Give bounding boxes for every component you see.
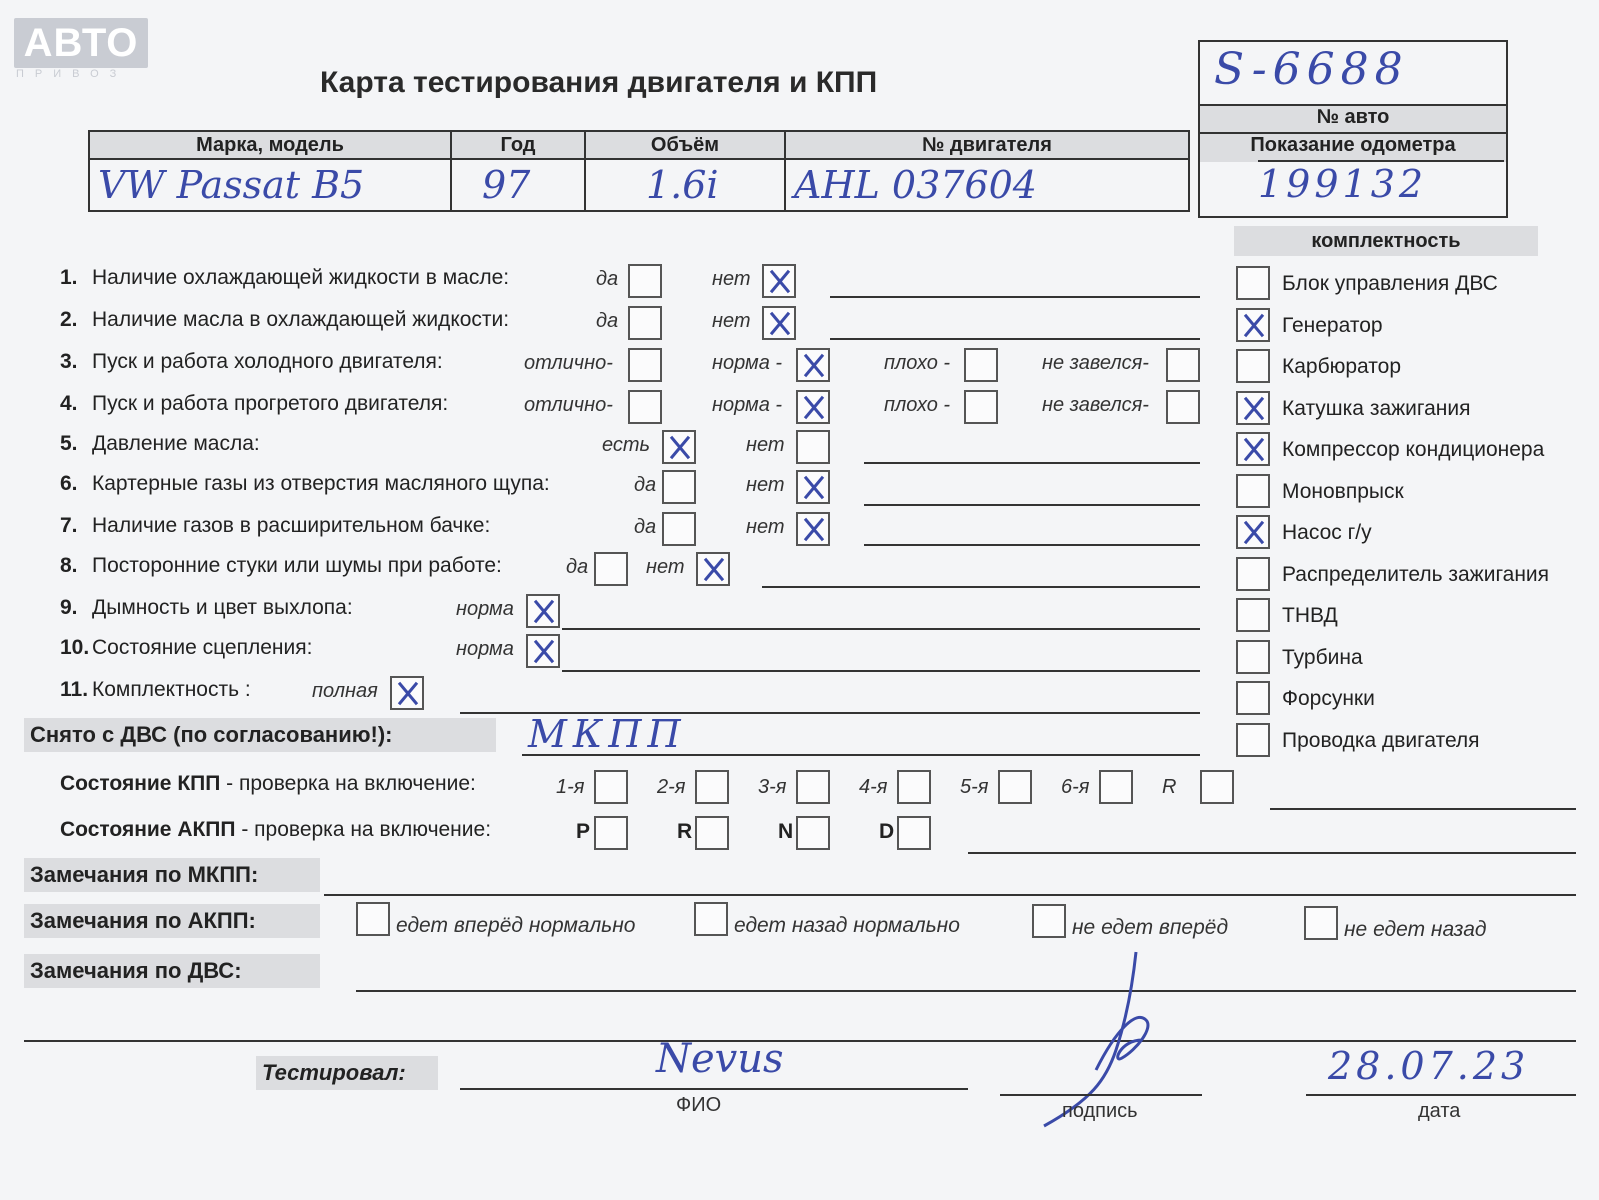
check-6-yes-checkbox[interactable] [662, 470, 696, 504]
akpp-no-forward-label: не едет вперёд [1072, 916, 1229, 939]
kit-item-checkbox[interactable] [1236, 723, 1270, 757]
check-2-yes-checkbox[interactable] [628, 306, 662, 340]
note-line [562, 670, 1200, 672]
car-plate-value: S-6688 [1214, 44, 1409, 95]
kpp-gear-checkbox[interactable] [1099, 770, 1133, 804]
kit-item-label: Генератор [1282, 313, 1383, 337]
kpp-label: Состояние КПП - проверка на включение: [60, 772, 476, 795]
odometer-label: Показание одометра [1200, 132, 1506, 162]
check-8-no-checkbox[interactable] [696, 552, 730, 586]
opt-no-start: не завелся- [1042, 394, 1149, 416]
tested-by-label: Тестировал: [256, 1056, 438, 1090]
check-row-7: 7. Наличие газов в расширительном бачке: [60, 514, 491, 537]
date-line [1306, 1094, 1576, 1096]
fio-line [460, 1088, 968, 1090]
kit-item-label: Карбюратор [1282, 355, 1402, 378]
kit-item-label: Катушка зажигания [1282, 396, 1471, 420]
kit-item-checkbox[interactable] [1236, 681, 1270, 715]
note-line [762, 586, 1200, 588]
dvs-notes-line-2 [24, 1040, 1576, 1042]
kpp-gear-label: R [1162, 776, 1177, 798]
check-7-no-checkbox[interactable] [796, 512, 830, 546]
opt-complete: полная [312, 680, 378, 702]
opt-no: нет [646, 556, 685, 578]
check-row-8: 8. Посторонние стуки или шумы при работе: [60, 554, 502, 577]
akpp-mode-label: N [778, 820, 794, 843]
check-3-normal-checkbox[interactable] [796, 348, 830, 382]
kpp-gear-label: 1-я [556, 776, 585, 798]
check-4-nostart-checkbox[interactable] [1166, 390, 1200, 424]
akpp-mode-checkbox[interactable] [796, 816, 830, 850]
kit-title: комплектность [1234, 226, 1538, 256]
check-4-excellent-checkbox[interactable] [628, 390, 662, 424]
kit-item-label: Блок управления ДВС [1282, 272, 1498, 295]
avtoprivoz-logo: АВТО [14, 18, 148, 68]
akpp-label: Состояние АКПП - проверка на включение: [60, 818, 492, 841]
check-1-yes-checkbox[interactable] [628, 264, 662, 298]
tester-name: Nevus [656, 1036, 784, 1082]
akpp-forward-ok-label: едет вперёд нормально [396, 914, 636, 937]
opt-excellent: отлично- [524, 352, 613, 374]
kpp-gear-label: 2-я [657, 776, 686, 798]
opt-no: нет [712, 310, 751, 332]
kit-item-label: Моновпрыск [1282, 479, 1404, 503]
kit-item-checkbox[interactable] [1236, 474, 1270, 508]
akpp-no-reverse-label: не едет назад [1344, 918, 1487, 941]
akpp-reverse-ok-label: едет назад нормально [734, 914, 960, 937]
akpp-note-line [968, 852, 1576, 854]
opt-yes: да [634, 516, 657, 538]
opt-bad: плохо - [884, 352, 951, 374]
opt-normal: норма - [712, 394, 783, 416]
check-3-nostart-checkbox[interactable] [1166, 348, 1200, 382]
engine-number-value: AHL 037604 [785, 159, 1189, 211]
kit-item-label: Турбина [1282, 645, 1363, 669]
kpp-gear-label: 6-я [1061, 776, 1090, 798]
akpp-mode-checkbox[interactable] [897, 816, 931, 850]
check-9-normal-checkbox[interactable] [526, 594, 560, 628]
akpp-mode-label: R [677, 820, 693, 843]
check-5-no-checkbox[interactable] [796, 430, 830, 464]
akpp-no-reverse-checkbox[interactable] [1304, 906, 1338, 940]
date-caption: дата [1418, 1100, 1461, 1122]
check-row-1: 1. Наличие охлаждающей жидкости в масле: [60, 266, 510, 289]
note-line [562, 628, 1200, 630]
akpp-mode-label: D [879, 820, 895, 843]
kpp-gear-checkbox[interactable] [695, 770, 729, 804]
opt-no: нет [746, 474, 785, 496]
test-date: 28.07.23 [1328, 1044, 1530, 1088]
note-line [864, 544, 1200, 546]
kit-item-checkbox[interactable] [1236, 266, 1270, 300]
car-info-table [88, 130, 1190, 212]
kit-item-checkbox[interactable] [1236, 349, 1270, 383]
check-5-present-checkbox[interactable] [662, 430, 696, 464]
odometer-value: 199132 [1258, 160, 1504, 206]
kit-item-label: ТНВД [1282, 604, 1338, 627]
year-value: 97 [451, 159, 585, 211]
check-8-yes-checkbox[interactable] [594, 552, 628, 586]
col-make-model: Марка, модель [89, 131, 451, 159]
kit-item-checkbox[interactable] [1236, 598, 1270, 632]
kit-item-label: Проводка двигателя [1282, 728, 1480, 752]
note-line [830, 338, 1200, 340]
akpp-forward-ok-checkbox[interactable] [356, 902, 390, 936]
kit-item-label: Распределитель зажигания [1282, 562, 1550, 586]
check-11-complete-checkbox[interactable] [390, 676, 424, 710]
fio-caption: ФИО [676, 1094, 722, 1116]
kit-item-checkbox[interactable] [1236, 432, 1270, 466]
kpp-note-line [1270, 808, 1576, 810]
kpp-gear-checkbox[interactable] [594, 770, 628, 804]
check-row-2: 2. Наличие масла в охлаждающей жидкости: [60, 308, 510, 331]
kit-item-label: Насос г/у [1282, 521, 1372, 544]
removed-label: Снято с ДВС (по согласованию!): [24, 718, 496, 752]
opt-no: нет [712, 268, 751, 290]
check-row-5: 5. Давление масла: [60, 432, 260, 455]
kpp-gear-label: 5-я [960, 776, 989, 798]
removed-value: МКПП [528, 712, 687, 756]
check-row-9: 9. Дымность и цвет выхлопа: [60, 596, 353, 619]
logo-subtext: ПРИВОЗ [16, 68, 128, 80]
kpp-gear-checkbox[interactable] [998, 770, 1032, 804]
opt-no: нет [746, 516, 785, 538]
check-7-yes-checkbox[interactable] [662, 512, 696, 546]
col-engine-number: № двигателя [785, 131, 1189, 159]
opt-normal: норма [456, 638, 514, 660]
opt-yes: да [596, 310, 619, 332]
kit-item-checkbox[interactable] [1236, 391, 1270, 425]
opt-no-start: не завелся- [1042, 352, 1149, 374]
page-title: Карта тестирования двигателя и КПП [320, 66, 878, 99]
opt-normal: норма - [712, 352, 783, 374]
check-1-no-checkbox[interactable] [762, 264, 796, 298]
akpp-mode-label: P [576, 820, 591, 843]
check-4-normal-checkbox[interactable] [796, 390, 830, 424]
signature-caption: подпись [1062, 1100, 1138, 1122]
check-row-10: 10. Состояние сцепления: [60, 636, 313, 659]
dvs-notes-label: Замечания по ДВС: [24, 954, 320, 988]
kpp-gear-label: 4-я [859, 776, 888, 798]
check-row-6: 6. Картерные газы из отверстия масляного щупа: [60, 472, 550, 495]
kpp-gear-checkbox[interactable] [897, 770, 931, 804]
kpp-gear-label: 3-я [758, 776, 787, 798]
removed-line [522, 754, 1200, 756]
opt-no: нет [746, 434, 785, 456]
check-row-4: 4. Пуск и работа прогретого двигателя: [60, 392, 449, 415]
akpp-mode-checkbox[interactable] [695, 816, 729, 850]
dvs-notes-line [356, 990, 1576, 992]
kit-item-checkbox[interactable] [1236, 515, 1270, 549]
kit-item-checkbox[interactable] [1236, 308, 1270, 342]
check-2-no-checkbox[interactable] [762, 306, 796, 340]
opt-yes: да [596, 268, 619, 290]
check-row-3: 3. Пуск и работа холодного двигателя: [60, 350, 443, 373]
make-model-value: VW Passat B5 [89, 159, 451, 211]
check-10-normal-checkbox[interactable] [526, 634, 560, 668]
opt-yes: да [634, 474, 657, 496]
note-line [830, 296, 1200, 298]
opt-bad: плохо - [884, 394, 951, 416]
kit-item-label: Компрессор кондиционера [1282, 438, 1545, 461]
check-4-bad-checkbox[interactable] [964, 390, 998, 424]
check-3-excellent-checkbox[interactable] [628, 348, 662, 382]
akpp-reverse-ok-checkbox[interactable] [694, 902, 728, 936]
note-line [864, 504, 1200, 506]
note-line [864, 462, 1200, 464]
volume-value: 1.6i [585, 159, 785, 211]
col-year: Год [451, 131, 585, 159]
akpp-notes-label: Замечания по АКПП: [24, 904, 320, 938]
kpp-gear-checkbox[interactable] [796, 770, 830, 804]
opt-normal: норма [456, 598, 514, 620]
mkpp-notes-label: Замечания по МКПП: [24, 858, 320, 892]
kit-item-checkbox[interactable] [1236, 640, 1270, 674]
kit-item-label: Форсунки [1282, 687, 1375, 710]
akpp-no-forward-checkbox[interactable] [1032, 904, 1066, 938]
kpp-gear-checkbox[interactable] [1200, 770, 1234, 804]
col-volume: Объём [585, 131, 785, 159]
check-6-no-checkbox[interactable] [796, 470, 830, 504]
opt-present: есть [602, 434, 651, 456]
mkpp-notes-line [324, 894, 1576, 896]
signature-line [1000, 1094, 1202, 1096]
akpp-mode-checkbox[interactable] [594, 816, 628, 850]
plate-label: № авто [1200, 104, 1506, 132]
opt-yes: да [566, 556, 589, 578]
check-row-11: 11. Комплектность : [60, 678, 251, 701]
check-3-bad-checkbox[interactable] [964, 348, 998, 382]
kit-item-checkbox[interactable] [1236, 557, 1270, 591]
opt-excellent: отлично- [524, 394, 613, 416]
